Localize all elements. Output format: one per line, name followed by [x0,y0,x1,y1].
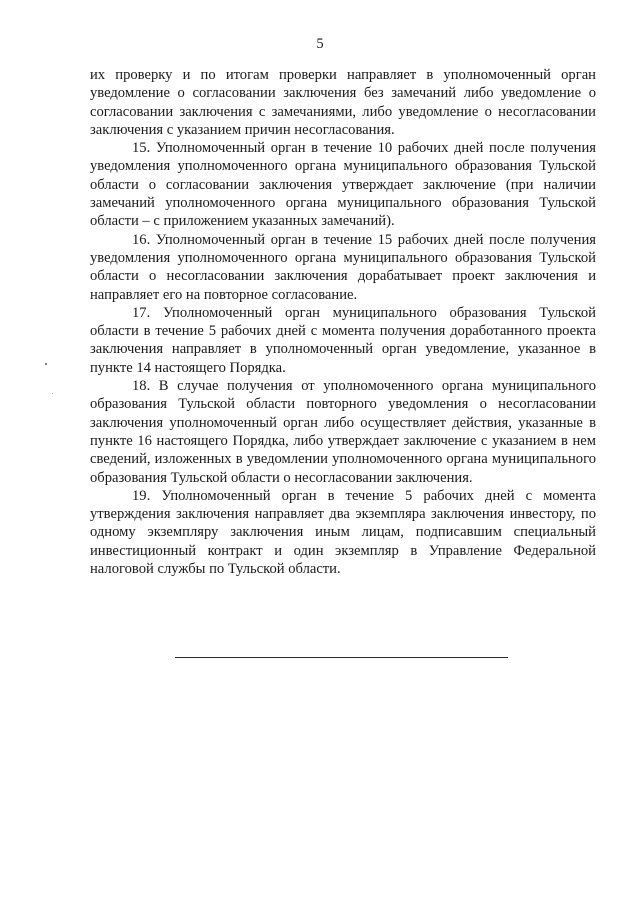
scan-speck [52,393,53,394]
paragraph-item-19: 19. Уполномоченный орган в течение 5 рабочих дней с момента утверждения заключения направляет два экземпляра заключения инвестору, по одному экземпляру заключения иным лицам, подписавшим специальный инвестиционный контракт и один экземпляр в Управление Федеральной налоговой службы по Тульской области. [90,487,596,578]
paragraph-item-17: 17. Уполномоченный орган муниципального образования Тульской области в течение 5 рабочих дней с момента получения доработанного проекта заключения направляет в уполномоченный орган уведомление, указанное в пункте 14 настоящего Порядка. [90,304,596,376]
end-of-document-rule [175,657,508,658]
document-body [90,66,596,578]
paragraph-continuation: их проверку и по итогам проверки направляет в уполномоченный орган уведомление о согласовании заключения без замечаний либо уведомление о согласовании заключения с замечаниями, либо уведомление о несогласовании заключения с указанием причин несогласования. [90,67,596,138]
scan-speck [45,363,47,365]
page-number: 5 [316,36,324,52]
paragraph-item-16: 16. Уполномоченный орган в течение 15 рабочих дней после получения уведомления уполномоченного органа муниципального образования Тульской области о несогласовании заключения дорабатывает проект заключения и направляет его на повторное согласование. [90,231,596,303]
paragraph-item-15: 15. Уполномоченный орган в течение 10 рабочих дней после получения уведомления уполномоченного органа муниципального образования Тульской области о согласовании заключения утверждает заключение (при наличии замечаний уполномоченного органа муниципального образования Тульской области – с приложением указанных замечаний). [90,140,596,230]
paragraph-item-18: 18. В случае получения от уполномоченного органа муниципального образования Тульской области повторного уведомления о несогласовании заключения уполномоченный орган либо осуществляет действия, указанные в пункте 16 настоящего Порядка, либо утверждает заключение с указанием в нем сведений, изложенных в уведомлении уполномоченного органа муниципального образования Тульской области о несогласовании заключения. [90,378,596,486]
